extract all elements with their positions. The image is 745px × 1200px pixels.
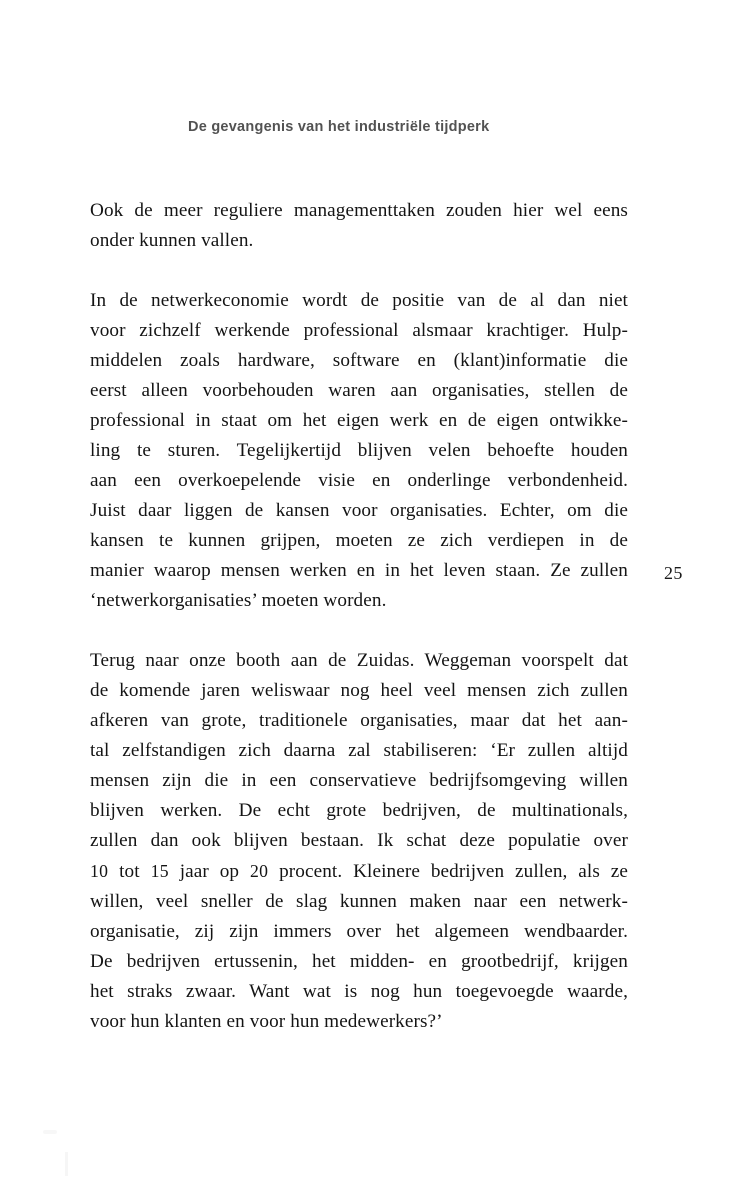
text-line: voor zichzelf werkende professional alsmaar krachtiger. Hulp- — [90, 320, 628, 341]
scan-artifact-streak — [65, 1152, 68, 1176]
text-line: zullen dan ook blijven bestaan. Ik schat deze populatie over — [90, 830, 628, 851]
text-line: ‘netwerkorganisaties’ moeten worden. — [90, 590, 387, 611]
page-number: 25 — [664, 563, 683, 583]
text-line: Ook de meer reguliere managementtaken zouden hier wel eens — [90, 200, 628, 221]
text-line: organisatie, zij zijn immers over het algemeen wendbaarder. — [90, 921, 628, 942]
text-line: manier waarop mensen werken en in het leven staan. Ze zullen — [90, 560, 628, 581]
paragraph-3 — [90, 646, 628, 1037]
text-line: het straks zwaar. Want wat is nog hun toegevoegde waarde, — [90, 981, 628, 1002]
scan-artifact-smudge — [43, 1130, 57, 1134]
text-line: tal zelfstandigen zich daarna zal stabiliseren: ‘Er zullen altijd — [90, 740, 628, 761]
text-line: onder kunnen vallen. — [90, 230, 254, 251]
running-header: De gevangenis van het industriële tijdperk — [188, 119, 490, 135]
text-line: de komende jaren weliswaar nog heel veel mensen zich zullen — [90, 680, 628, 701]
text-line: Juist daar liggen de kansen voor organisaties. Echter, om die — [90, 500, 628, 521]
text-line: 10 tot 15 jaar op 20 procent. Kleinere bedrijven zullen, als ze — [90, 861, 628, 882]
text-line: Terug naar onze booth aan de Zuidas. Weggeman voorspelt dat — [90, 650, 628, 671]
text-line: middelen zoals hardware, software en (klant)informatie die — [90, 350, 628, 371]
text-line: In de netwerkeconomie wordt de positie van de al dan niet — [90, 290, 628, 311]
oldstyle-figure: 15 — [150, 861, 169, 881]
text-line: eerst alleen voorbehouden waren aan organisaties, stellen de — [90, 380, 628, 401]
paragraph-1 — [90, 196, 628, 256]
text-line: ling te sturen. Tegelijkertijd blijven velen behoefte houden — [90, 440, 628, 461]
text-line: mensen zijn die in een conservatieve bedrijfsomgeving willen — [90, 770, 628, 791]
paragraph-2 — [90, 286, 628, 616]
text-line: afkeren van grote, traditionele organisaties, maar dat het aan- — [90, 710, 628, 731]
text-line: De bedrijven ertussenin, het midden- en grootbedrijf, krijgen — [90, 951, 628, 972]
text-line: kansen te kunnen grijpen, moeten ze zich verdiepen in de — [90, 530, 628, 551]
oldstyle-figure: 20 — [249, 861, 269, 881]
text-line: willen, veel sneller de slag kunnen maken naar een netwerk- — [90, 891, 628, 912]
text-line: blijven werken. De echt grote bedrijven, de multinationals, — [90, 800, 628, 821]
text-line: voor hun klanten en voor hun medewerkers?’ — [90, 1011, 443, 1032]
oldstyle-figure: 10 — [90, 861, 109, 881]
text-line: aan een overkoepelende visie en onderlinge verbondenheid. — [90, 470, 628, 491]
text-line: professional in staat om het eigen werk en de eigen ontwikke- — [90, 410, 628, 431]
body-text-block — [90, 196, 628, 1037]
